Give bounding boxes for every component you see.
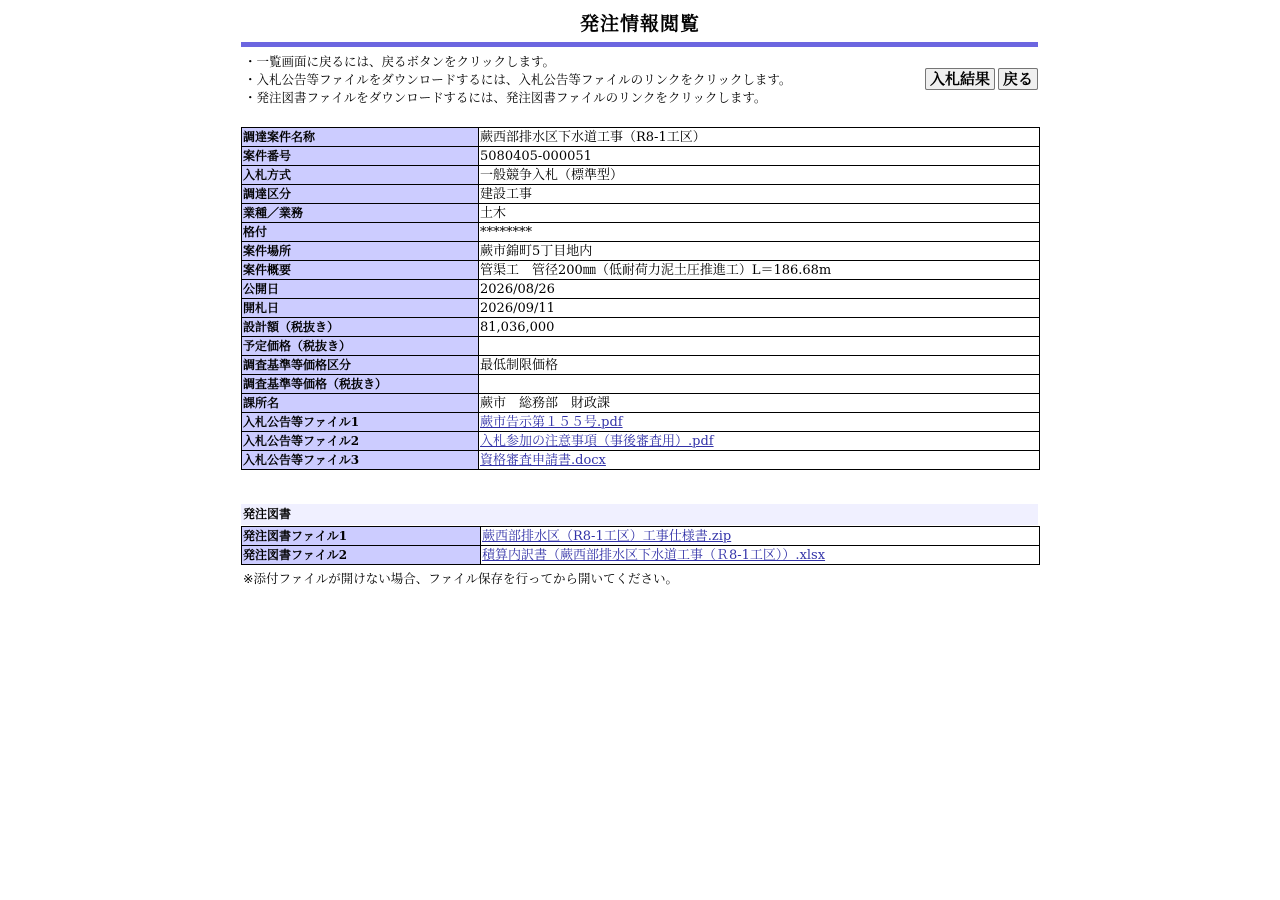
field-label: 公開日: [242, 280, 479, 299]
field-value: 建設工事: [479, 185, 1040, 204]
field-label: 業種／業務: [242, 204, 479, 223]
field-value: 蕨市 総務部 財政課: [479, 394, 1040, 413]
field-value: [479, 337, 1040, 356]
field-label: 調査基準等価格（税抜き）: [242, 375, 479, 394]
action-buttons: [925, 68, 1038, 90]
attachment-note: ※添付ファイルが開けない場合、ファイル保存を行ってから開いてください。: [243, 571, 678, 586]
field-label: 調達案件名称: [242, 128, 479, 147]
instruction-item: ・発注図書ファイルをダウンロードするには、発注図書ファイルのリンクをクリックします。: [244, 90, 767, 105]
field-label: 課所名: [242, 394, 479, 413]
instruction-item: ・入札公告等ファイルをダウンロードするには、入札公告等ファイルのリンクをクリックします。: [244, 72, 792, 87]
field-value: [481, 527, 1040, 546]
back-button[interactable]: 戻る: [998, 68, 1038, 90]
field-label: 設計額（税抜き）: [242, 318, 479, 337]
table-row: [242, 280, 1040, 299]
field-value: 一般競争入札（標準型）: [479, 166, 1040, 185]
table-row: [242, 242, 1040, 261]
field-value: 管渠工 管径200㎜（低耐荷力泥土圧推進工）L＝186.68m: [479, 261, 1040, 280]
table-row: [242, 223, 1040, 242]
field-label: 調査基準等価格区分: [242, 356, 479, 375]
field-value: 2026/09/11: [479, 299, 1040, 318]
drawings-heading: 発注図書: [241, 504, 1038, 525]
table-row: [242, 432, 1040, 451]
table-row: [242, 546, 1040, 565]
bid-notice-file-link[interactable]: 蕨市告示第１５５号.pdf: [480, 414, 623, 430]
title-divider: [241, 42, 1038, 47]
field-label: 予定価格（税抜き）: [242, 337, 479, 356]
field-value: [479, 432, 1040, 451]
table-row: [242, 527, 1040, 546]
field-value: [481, 546, 1040, 565]
field-label: 案件番号: [242, 147, 479, 166]
table-row: [242, 318, 1040, 337]
drawings-table: [241, 526, 1040, 565]
field-label: 開札日: [242, 299, 479, 318]
table-row: [242, 204, 1040, 223]
field-value: ********: [479, 223, 1040, 242]
bid-notice-file-link[interactable]: 入札参加の注意事項（事後審査用）.pdf: [480, 433, 714, 449]
page-title: 発注情報閲覧: [579, 13, 700, 35]
field-label: 調達区分: [242, 185, 479, 204]
drawing-file-link[interactable]: 蕨西部排水区（R8-1工区）工事仕様書.zip: [482, 528, 732, 544]
table-row: [242, 451, 1040, 470]
field-value: 2026/08/26: [479, 280, 1040, 299]
field-label: 格付: [242, 223, 479, 242]
instructions-area: [241, 53, 1039, 113]
field-value: 最低制限価格: [479, 356, 1040, 375]
drawing-file-link[interactable]: 積算内訳書（蕨西部排水区下水道工事（Ｒ8-1工区））.xlsx: [482, 547, 826, 563]
bid-notice-file-link[interactable]: 資格審査申請書.docx: [480, 452, 606, 468]
field-value: [479, 375, 1040, 394]
order-info-table: [241, 127, 1040, 470]
bid-result-button[interactable]: 入札結果: [925, 68, 995, 90]
field-label: 入札公告等ファイル1: [242, 413, 479, 432]
field-value: [479, 451, 1040, 470]
field-label: 入札公告等ファイル2: [242, 432, 479, 451]
field-value: 土木: [479, 204, 1040, 223]
field-value: 蕨市錦町5丁目地内: [479, 242, 1040, 261]
table-row: [242, 337, 1040, 356]
field-label: 発注図書ファイル2: [242, 546, 481, 565]
field-label: 案件概要: [242, 261, 479, 280]
instruction-item: ・一覧画面に戻るには、戻るボタンをクリックします。: [244, 54, 556, 69]
field-label: 入札公告等ファイル3: [242, 451, 479, 470]
field-label: 案件場所: [242, 242, 479, 261]
table-row: [242, 166, 1040, 185]
instructions-list: [241, 53, 1039, 107]
table-row: [242, 147, 1040, 166]
table-row: [242, 356, 1040, 375]
table-row: [242, 299, 1040, 318]
table-row: [242, 375, 1040, 394]
field-value: [479, 413, 1040, 432]
table-row: [242, 128, 1040, 147]
table-row: [242, 261, 1040, 280]
table-row: [242, 413, 1040, 432]
table-row: [242, 185, 1040, 204]
page-container: [241, 0, 1039, 587]
field-label: 発注図書ファイル1: [242, 527, 481, 546]
field-value: 81,036,000: [479, 318, 1040, 337]
table-row: [242, 394, 1040, 413]
field-label: 入札方式: [242, 166, 479, 185]
field-value: 蕨西部排水区下水道工事（R8-1工区）: [479, 128, 1040, 147]
field-value: 5080405-000051: [479, 147, 1040, 166]
